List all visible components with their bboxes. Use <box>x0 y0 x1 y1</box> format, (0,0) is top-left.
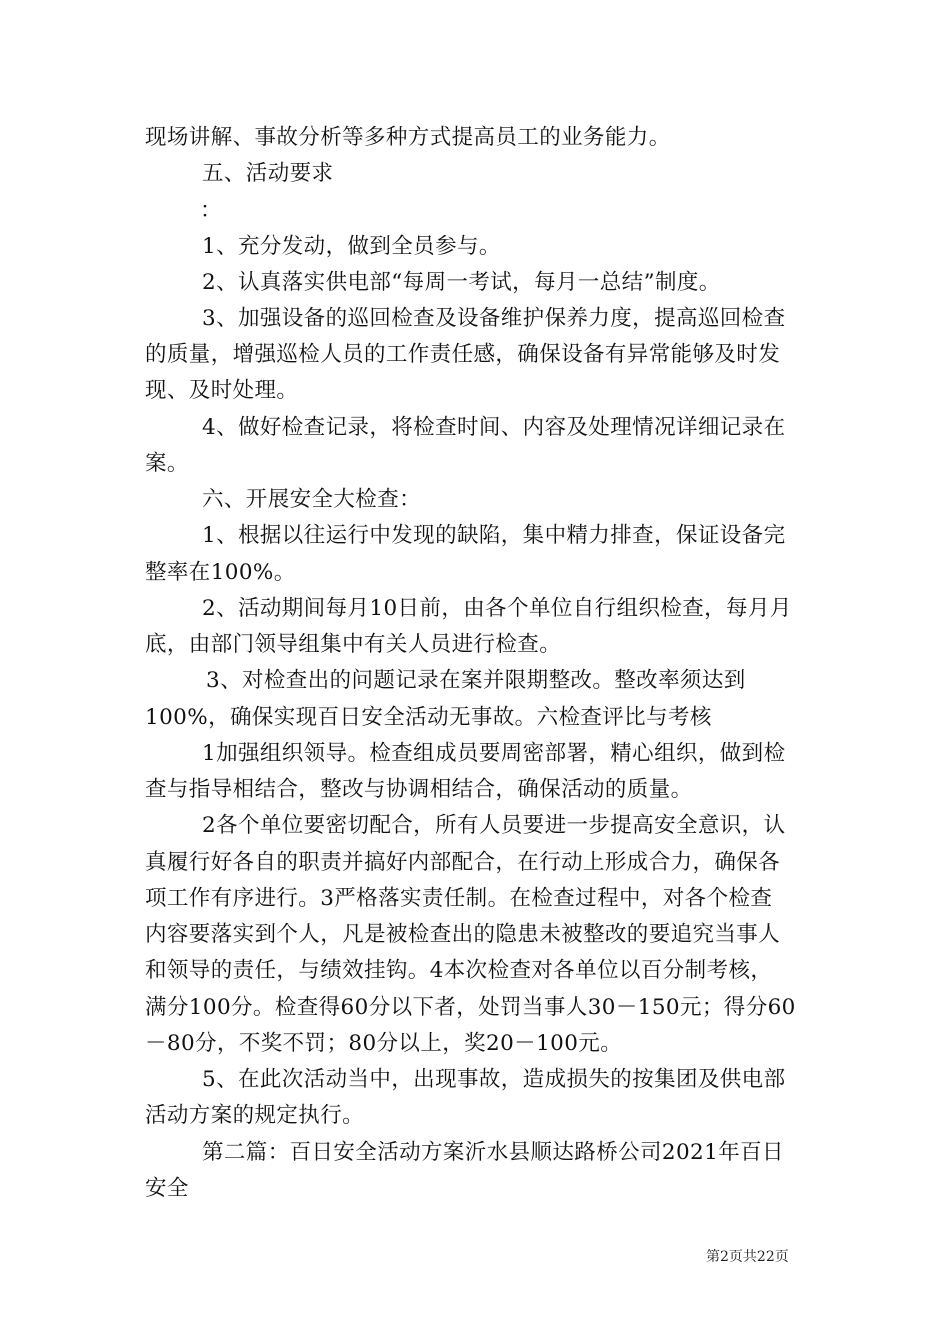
text-line: 100%，确保实现百日安全活动无事故。六检查评比与考核 <box>145 705 712 730</box>
list-item: 2、活动期间每月10日前，由各个单位自行组织检查，每月月 <box>202 596 792 621</box>
text-line: 现场讲解、事故分析等多种方式提高员工的业务能力。 <box>145 125 671 150</box>
text-line: 案。 <box>145 451 189 476</box>
page-number: 第2页共22页 <box>706 1249 789 1265</box>
text-line: ： <box>200 198 222 223</box>
text-line: 的质量，增强巡检人员的工作责任感，确保设备有异常能够及时发 <box>145 342 781 367</box>
text-line: 内容要落实到个人，凡是被检查出的隐患未被整改的要追究当事人 <box>145 922 781 947</box>
list-item: 1、充分发动，做到全员参与。 <box>202 234 501 259</box>
list-item: 1加强组织领导。检查组成员要周密部署，精心组织，做到检 <box>202 741 786 766</box>
text-line: 活动方案的规定执行。 <box>145 1103 365 1128</box>
section-heading: 五、活动要求 <box>202 161 334 186</box>
list-item: 3、对检查出的问题记录在案并限期整改。整改率须达到 <box>206 668 746 693</box>
section-heading: 六、开展安全大检查： <box>202 487 422 512</box>
list-item: 1、根据以往运行中发现的缺陷，集中精力排查，保证设备完 <box>202 523 786 548</box>
text-line: 满分100分。检查得60分以下者，处罚当事人30－150元；得分60 <box>145 995 796 1020</box>
list-item: 2、认真落实供电部“每周一考试，每月一总结”制度。 <box>202 270 721 295</box>
list-item: 5、在此次活动当中，出现事故，造成损失的按集团及供电部 <box>202 1067 786 1092</box>
text-line: 安全 <box>145 1176 189 1201</box>
text-line: －80分，不奖不罚；80分以上，奖20－100元。 <box>145 1031 623 1056</box>
text-line: 项工作有序进行。3严格落实责任制。在检查过程中，对各个检查 <box>145 886 773 911</box>
text-line: 真履行好各自的职责并搞好内部配合，在行动上形成合力，确保各 <box>145 850 781 875</box>
list-item: 2各个单位要密切配合，所有人员要进一步提高安全意识，认 <box>202 813 786 838</box>
list-item: 3、加强设备的巡回检查及设备维护保养力度，提高巡回检查 <box>202 306 786 331</box>
text-line: 现、及时处理。 <box>145 378 299 403</box>
list-item: 4、做好检查记录，将检查时间、内容及处理情况详细记录在 <box>202 415 786 440</box>
section-heading: 第二篇：百日安全活动方案沂水县顺达路桥公司2021年百日 <box>202 1140 784 1165</box>
text-line: 和领导的责任，与绩效挂钩。4本次检查对各单位以百分制考核， <box>145 958 773 983</box>
text-line: 整率在100%。 <box>145 560 296 585</box>
text-line: 查与指导相结合，整改与协调相结合，确保活动的质量。 <box>145 777 693 802</box>
text-line: 底，由部门领导组集中有关人员进行检查。 <box>145 632 562 657</box>
